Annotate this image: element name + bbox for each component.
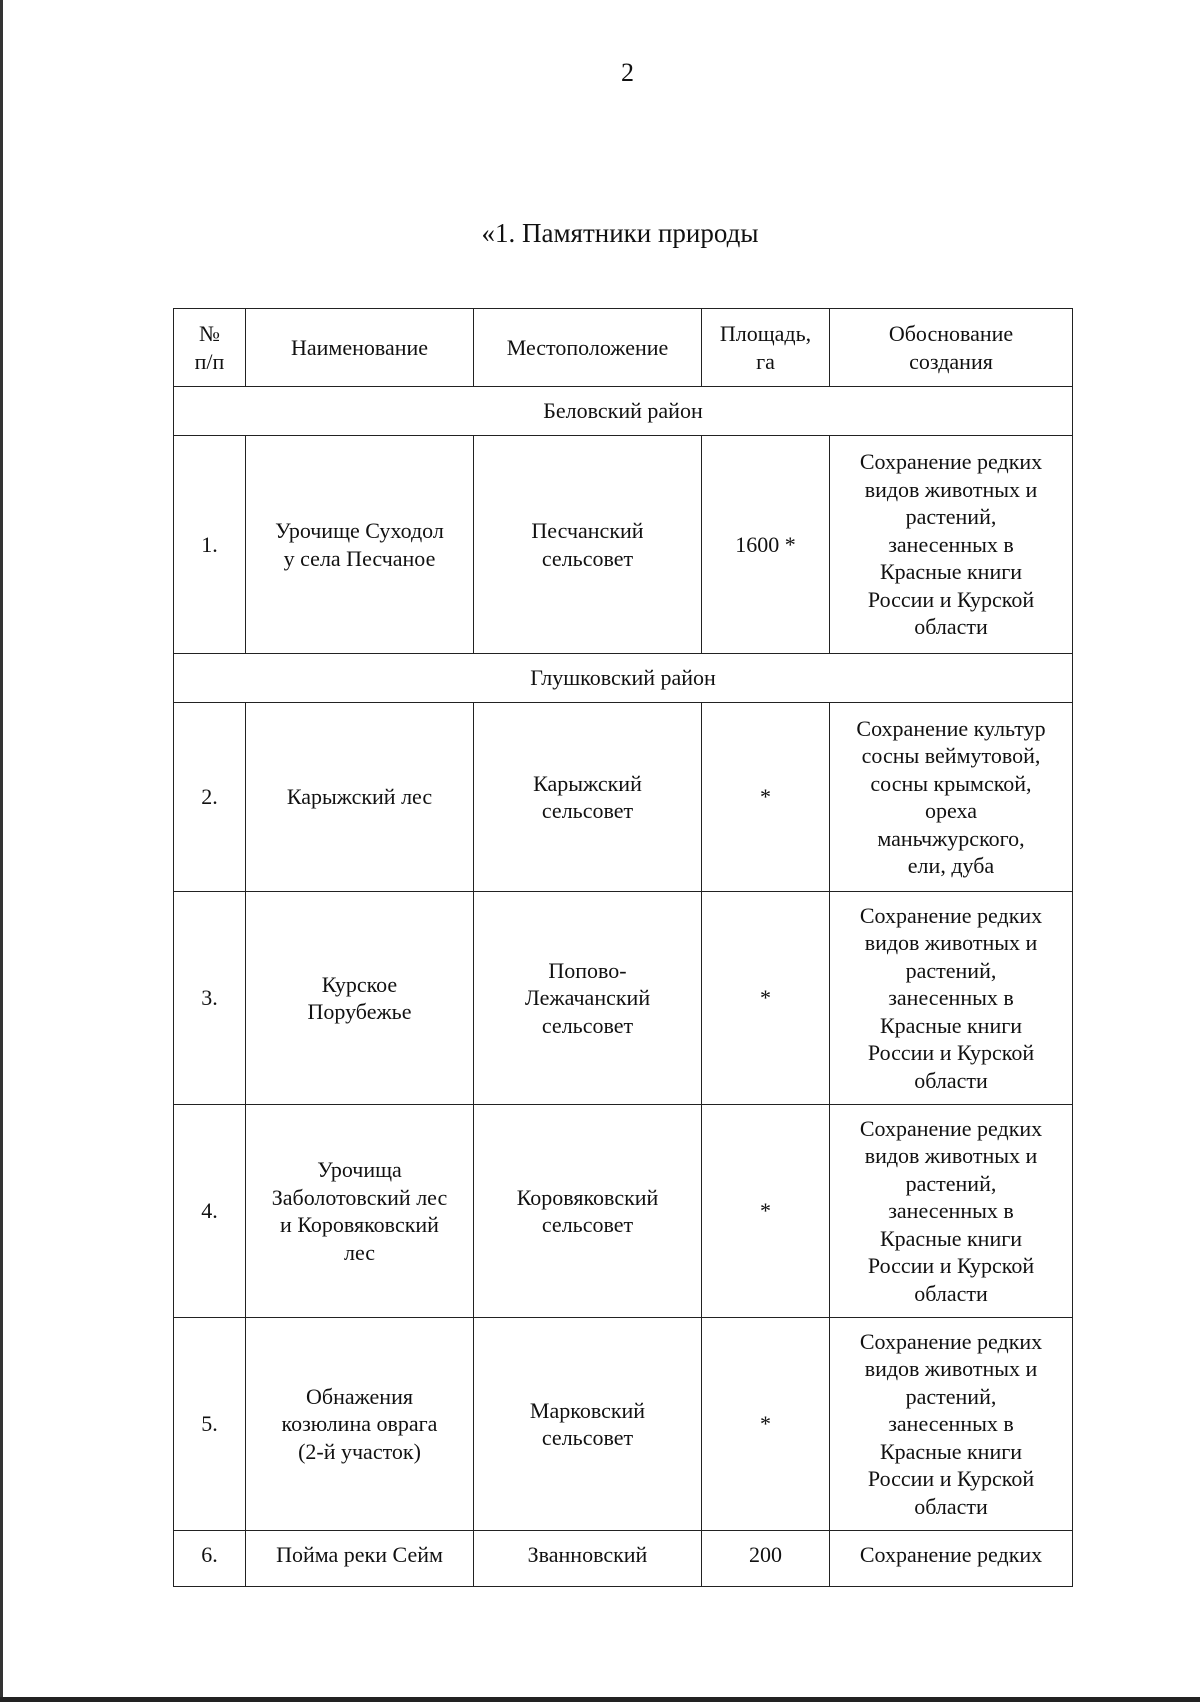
row-area: *	[702, 892, 830, 1105]
table-row	[174, 1318, 1073, 1531]
row-name: Урочище Суходол у села Песчаное	[246, 436, 474, 654]
row-location: Званновский	[474, 1531, 702, 1587]
page-number: 2	[621, 58, 634, 87]
header-area: Площадь, га	[702, 309, 830, 387]
row-name: Обнажения козюлина оврага (2-й участок)	[246, 1318, 474, 1531]
row-number: 1.	[174, 436, 246, 654]
row-number: 3.	[174, 892, 246, 1105]
table-row	[174, 1105, 1073, 1318]
row-basis: Сохранение редких видов животных и растений, занесенных в Красные книги России и Курской области	[830, 1105, 1073, 1318]
row-location: Карыжский сельсовет	[474, 703, 702, 892]
row-name: Урочища Заболотовский лес и Коровяковский лес	[246, 1105, 474, 1318]
row-basis: Сохранение редких видов животных и растений, занесенных в Красные книги России и Курской области	[830, 436, 1073, 654]
table-row	[174, 703, 1073, 892]
district-row	[174, 387, 1073, 436]
header-location: Местоположение	[474, 309, 702, 387]
row-location: Марковский сельсовет	[474, 1318, 702, 1531]
district-row	[174, 654, 1073, 703]
scan-bottom-edge	[0, 1697, 1200, 1702]
header-name: Наименование	[246, 309, 474, 387]
row-number: 5.	[174, 1318, 246, 1531]
row-basis: Сохранение редких видов животных и растений, занесенных в Красные книги России и Курской области	[830, 1318, 1073, 1531]
nature-monuments-table	[173, 308, 1073, 1587]
row-location: Песчанский сельсовет	[474, 436, 702, 654]
district-name: Глушковский район	[174, 654, 1073, 703]
row-area: 200	[702, 1531, 830, 1587]
row-location: Коровяковский сельсовет	[474, 1105, 702, 1318]
row-location: Попово- Лежачанский сельсовет	[474, 892, 702, 1105]
row-number: 6.	[174, 1531, 246, 1587]
section-title: «1. Памятники природы	[481, 218, 759, 248]
row-area: *	[702, 1318, 830, 1531]
row-name: Пойма реки Сейм	[246, 1531, 474, 1587]
table-header-row	[174, 309, 1073, 387]
district-name: Беловский район	[174, 387, 1073, 436]
row-basis: Сохранение редких видов животных и растений, занесенных в Красные книги России и Курской области	[830, 892, 1073, 1105]
row-area: *	[702, 703, 830, 892]
row-basis: Сохранение редких	[830, 1531, 1073, 1587]
table-row	[174, 892, 1073, 1105]
header-basis: Обоснование создания	[830, 309, 1073, 387]
row-area: *	[702, 1105, 830, 1318]
row-name: Карыжский лес	[246, 703, 474, 892]
row-name: Курское Порубежье	[246, 892, 474, 1105]
header-number: № п/п	[174, 309, 246, 387]
row-number: 4.	[174, 1105, 246, 1318]
table-row	[174, 1531, 1073, 1587]
row-area: 1600 *	[702, 436, 830, 654]
row-number: 2.	[174, 703, 246, 892]
table-row	[174, 436, 1073, 654]
scan-left-edge	[0, 0, 3, 1702]
row-basis: Сохранение культур сосны веймутовой, сосны крымской, ореха маньчжурского, ели, дуба	[830, 703, 1073, 892]
